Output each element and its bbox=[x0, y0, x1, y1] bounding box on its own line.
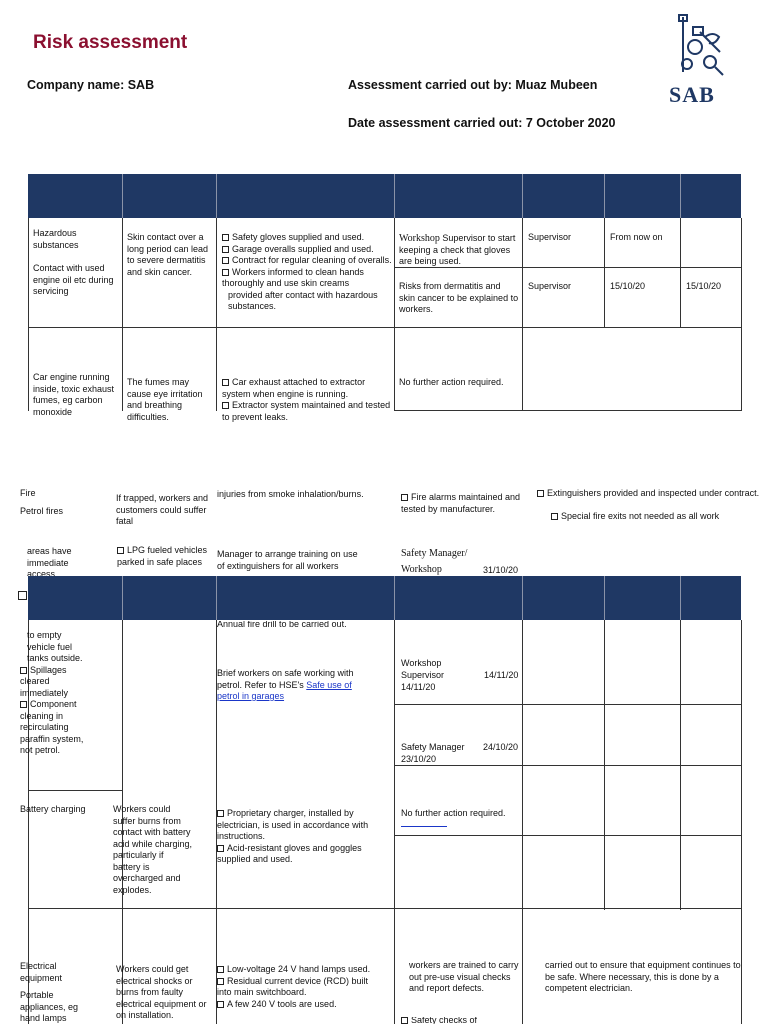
controls-list bbox=[222, 377, 392, 423]
action-text: Workshop Supervisor to start keeping a check that gloves are being used. bbox=[399, 233, 516, 266]
control-item: Acid-resistant gloves and goggles supplied and used. bbox=[217, 842, 362, 864]
sab-logo bbox=[665, 12, 735, 107]
checkbox-icon bbox=[222, 269, 229, 276]
action-text: No further action required. bbox=[399, 377, 504, 387]
control-item: Car exhaust attached to extractor system when engine is running. bbox=[222, 377, 366, 399]
checkbox-icon bbox=[537, 490, 544, 497]
control-item: Extinguishers provided and inspected under contract. bbox=[537, 488, 768, 500]
company-name: Company name: SAB bbox=[27, 78, 155, 92]
action-text: Manager to arrange training on use of extinguishers for all workers bbox=[217, 549, 358, 571]
checkbox-icon bbox=[217, 845, 224, 852]
hazard-title: Car engine running inside, toxic exhaust fumes, eg carbon monoxide bbox=[33, 372, 115, 417]
action-text: Risks from dermatitis and skin cancer to be explained to workers. bbox=[399, 281, 519, 314]
control-item: Safety checks of bbox=[401, 1017, 477, 1024]
control-item: Fire alarms maintained and tested by manufacturer. bbox=[401, 492, 521, 514]
control-item: Contract for regular cleaning of overalls. bbox=[222, 255, 392, 267]
checkbox-icon bbox=[217, 978, 224, 985]
checkbox-icon bbox=[217, 966, 224, 973]
harm-text: Workers could get electrical shocks or burns from faulty electrical equipment or on installation. bbox=[116, 964, 207, 1020]
done-date: 14/11/20 bbox=[401, 682, 436, 692]
action-text: workers are trained to carry out pre-use visual checks and report defects. bbox=[409, 960, 519, 993]
action-when: 15/10/20 bbox=[610, 281, 646, 291]
done-date: 23/10/20 bbox=[401, 754, 437, 764]
checkbox-icon bbox=[217, 1001, 224, 1008]
control-item: LPG fueled vehicles parked in safe places bbox=[117, 545, 208, 567]
table-header-bar bbox=[28, 174, 741, 218]
logo-text: SAB bbox=[669, 82, 715, 107]
control-item: A few 240 V tools are used. bbox=[217, 999, 382, 1011]
control-item: Special fire exits not needed as all work bbox=[551, 511, 768, 523]
control-text: areas have immediate access bbox=[27, 546, 72, 576]
hazard-detail: Contact with used engine oil etc during servicing bbox=[33, 263, 114, 296]
checkbox-icon bbox=[20, 701, 27, 708]
control-item: Safety gloves supplied and used. bbox=[222, 232, 392, 244]
table-header-bar bbox=[28, 576, 741, 620]
harm-text: The fumes may cause eye irritation and breathing difficulties. bbox=[127, 377, 203, 422]
control-item: Proprietary charger, installed by electrician, is used in accordance with instructions. bbox=[217, 808, 369, 841]
checkbox-icon bbox=[222, 246, 229, 253]
control-item: to empty vehicle fuel tanks outside. bbox=[27, 630, 83, 663]
harm-text: Workers could suffer burns from contact with battery acid while charging, particularly if battery is overcharged and explodes. bbox=[113, 804, 193, 895]
controls-list bbox=[20, 630, 90, 757]
checkbox-icon bbox=[222, 257, 229, 264]
checkbox-icon bbox=[551, 513, 558, 520]
hazard-detail: Portable appliances, eg hand lamps bbox=[20, 990, 79, 1023]
link-underline bbox=[401, 826, 447, 827]
responsible: Safety Manager/ bbox=[401, 548, 468, 559]
controls-list bbox=[217, 964, 382, 1010]
hazard-title: Battery charging bbox=[20, 804, 86, 814]
action-date: 31/10/20 bbox=[483, 565, 519, 575]
checkbox-icon bbox=[222, 379, 229, 386]
control-item: Low-voltage 24 V hand lamps used. bbox=[217, 964, 382, 976]
responsible: Workshop bbox=[401, 564, 442, 575]
control-item: Workers informed to clean hands thoroughly and use skin creams bbox=[222, 266, 364, 288]
responsible: Safety Manager bbox=[401, 742, 465, 752]
control-item: Extractor system maintained and tested to prevent leaks. bbox=[222, 400, 391, 422]
action-text: carried out to ensure that equipment continues to be safe. Where necessary, this is done by a competent electrician. bbox=[545, 960, 741, 993]
harm-text: Skin contact over a long period can lead to severe dermatitis and skin cancer. bbox=[127, 232, 209, 277]
control-item: Garage overalls supplied and used. bbox=[222, 244, 392, 256]
checkbox-icon bbox=[20, 667, 27, 674]
assessment-date: Date assessment carried out: 7 October 2020 bbox=[348, 116, 616, 130]
checkbox-icon bbox=[117, 547, 124, 554]
control-item: provided after contact with hazardous substances. bbox=[228, 289, 378, 311]
harm-text: If trapped, workers and customers could suffer fatal bbox=[116, 493, 209, 526]
action-text: No further action required. bbox=[401, 808, 506, 818]
controls-list bbox=[217, 808, 377, 866]
hazard-title: Fire bbox=[20, 488, 36, 498]
control-item: Spillages cleared immediately bbox=[20, 664, 69, 698]
checkbox-icon bbox=[18, 591, 27, 600]
action-date: 14/11/20 bbox=[484, 670, 519, 680]
page-title: Risk assessment bbox=[33, 32, 188, 53]
checkbox-icon bbox=[222, 234, 229, 241]
control-item: Component cleaning in recirculating paraffin system, not petrol. bbox=[20, 699, 84, 755]
hazard-detail: Petrol fires bbox=[20, 506, 64, 516]
action-text: Brief workers on safe working with petrol. Refer to HSE's Safe use of petrol in garages bbox=[217, 668, 354, 701]
checkbox-icon bbox=[217, 810, 224, 817]
checkbox-icon bbox=[401, 494, 408, 501]
action-by: Supervisor bbox=[528, 232, 572, 242]
action-when: From now on bbox=[610, 232, 663, 242]
action-text: Annual fire drill to be carried out. bbox=[217, 621, 347, 629]
assessor-name: Assessment carried out by: Muaz Mubeen bbox=[348, 78, 598, 92]
checkbox-icon bbox=[222, 402, 229, 409]
action-date: 24/10/20 bbox=[483, 742, 519, 752]
hazard-title: Hazardous substances bbox=[33, 228, 79, 250]
responsible: Workshop Supervisor bbox=[401, 658, 445, 680]
hse-guidance-link[interactable]: Safe use of petrol in garages bbox=[217, 679, 352, 701]
hazard-title: Electrical equipment bbox=[20, 961, 63, 983]
controls-list bbox=[222, 232, 392, 313]
control-item: Residual current device (RCD) built into main switchboard. bbox=[217, 975, 369, 997]
action-done: 15/10/20 bbox=[686, 281, 722, 291]
checkbox-icon bbox=[401, 1017, 408, 1024]
action-by: Supervisor bbox=[528, 281, 572, 291]
harm-text: injuries from smoke inhalation/burns. bbox=[217, 489, 364, 499]
